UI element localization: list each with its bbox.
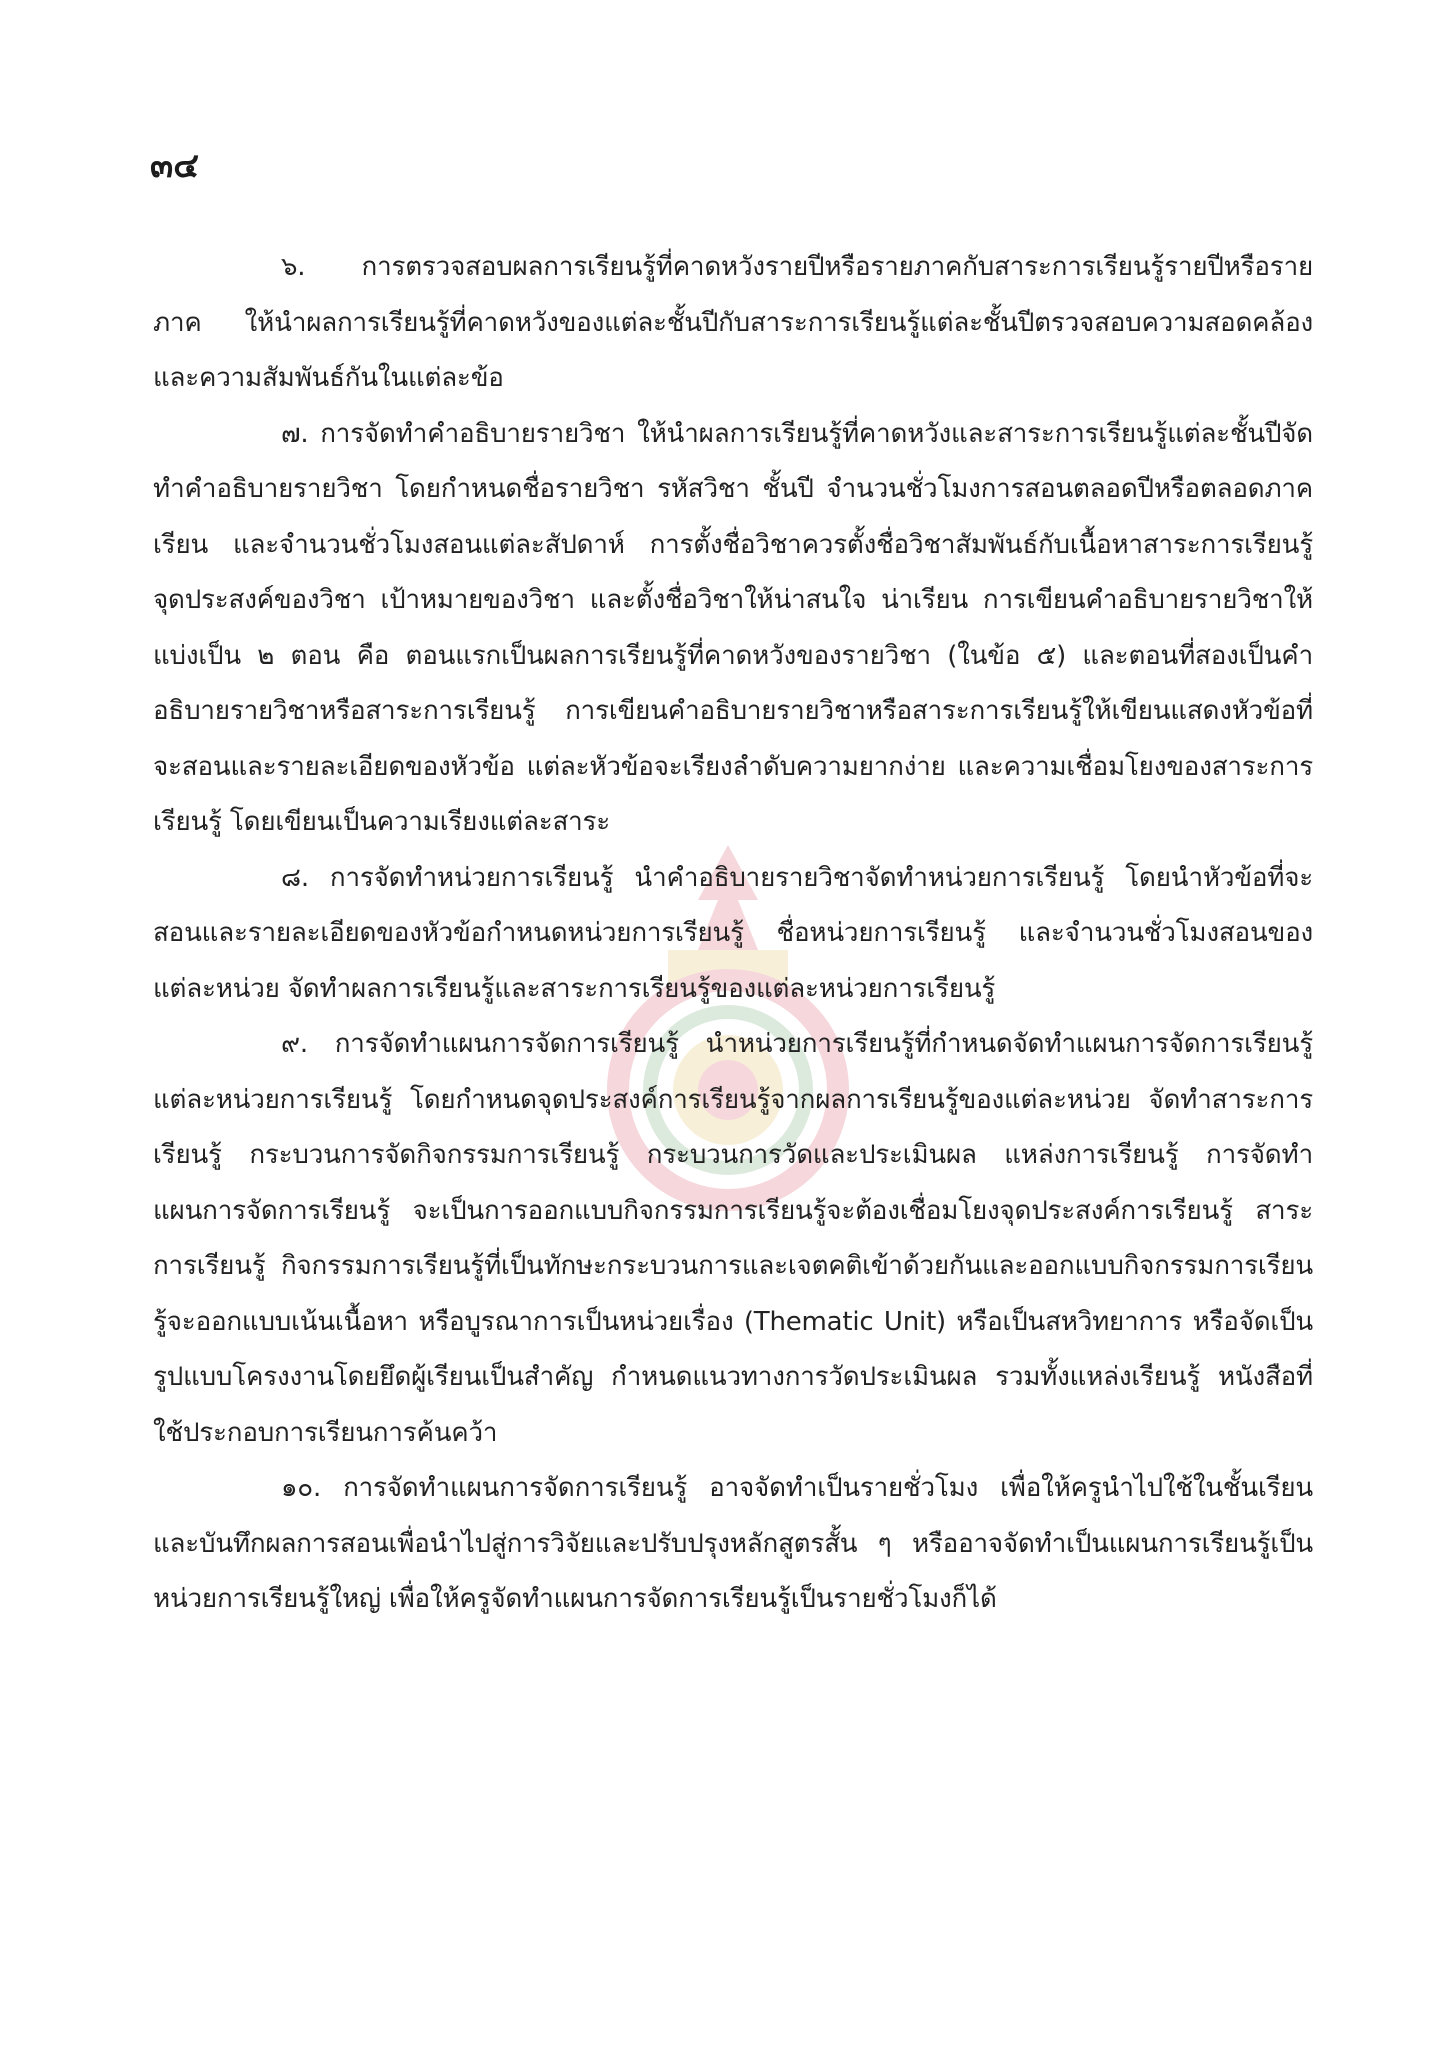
paragraph-9: ๙. การจัดทำแผนการจัดการเรียนรู้ นำหน่วยการเรียนรู้ที่กำหนดจัดทำแผนการจัดการเรียนรู้แต่ละหน่วยการเรียนรู้ โดยกำหนดจุดประสงค์การเรียนรู้จากผลการเรียนรู้ของแต่ละหน่วย จัดทำสาระการเรียนรู้ กระบวนการจัดกิจกรรมการเรียนรู้ กระบวนการวัดและประเมินผล แหล่งการเรียนรู้ การจัดทำแผนการจัดการเรียนรู้ จะเป็นการออกแบบกิจกรรมการเรียนรู้จะต้องเชื่อมโยงจุดประสงค์การเรียนรู้ สาระการเรียนรู้ กิจกรรมการเรียนรู้ที่เป็นทักษะกระบวนการและเจตคติเข้าด้วยกันและออกแบบกิจกรรมการเรียนรู้จะออกแบบเน้นเนื้อหา หรือบูรณาการเป็นหน่วยเรื่อง (Thematic Unit) หรือเป็นสหวิทยาการ หรือจัดเป็นรูปแบบโครงงานโดยยึดผู้เรียนเป็นสำคัญ กำหนดแนวทางการวัดประเมินผล รวมทั้งแหล่งเรียนรู้ หนังสือที่ใช้ประกอบการเรียนการค้นคว้า (153, 1029, 1313, 1448)
paragraph-6: ๖. การตรวจสอบผลการเรียนรู้ที่คาดหวังรายปีหรือรายภาคกับสาระการเรียนรู้รายปีหรือรายภาค ให้นำผลการเรียนรู้ที่คาดหวังของแต่ละชั้นปีกับสาระการเรียนรู้แต่ละชั้นปีตรวจสอบความสอดคล้องและความสัมพันธ์กันในแต่ละข้อ (153, 252, 1313, 393)
paragraph-10: ๑๐. การจัดทำแผนการจัดการเรียนรู้ อาจจัดทำเป็นรายชั่วโมง เพื่อให้ครูนำไปใช้ในชั้นเรียนและบันทึกผลการสอนเพื่อนำไปสู่การวิจัยและปรับปรุงหลักสูตรสั้น ๆ หรืออาจจัดทำเป็นแผนการเรียนรู้เป็นหน่วยการเรียนรู้ใหญ่ เพื่อให้ครูจัดทำแผนการจัดการเรียนรู้เป็นรายชั่วโมงก็ได้ (153, 1473, 1313, 1614)
page-number: ๓๔ (150, 146, 199, 186)
paragraph-8: ๘. การจัดทำหน่วยการเรียนรู้ นำคำอธิบายรายวิชาจัดทำหน่วยการเรียนรู้ โดยนำหัวข้อที่จะสอนและรายละเอียดของหัวข้อกำหนดหน่วยการเรียนรู้ ชื่อหน่วยการเรียนรู้ และจำนวนชั่วโมงสอนของแต่ละหน่วย จัดทำผลการเรียนรู้และสาระการเรียนรู้ของแต่ละหน่วยการเรียนรู้ (153, 862, 1313, 1004)
paragraph-7: ๗. การจัดทำคำอธิบายรายวิชา ให้นำผลการเรียนรู้ที่คาดหวังและสาระการเรียนรู้แต่ละชั้นปีจัดทำคำอธิบายรายวิชา โดยกำหนดชื่อรายวิชา รหัสวิชา ชั้นปี จำนวนชั่วโมงการสอนตลอดปีหรือตลอดภาคเรียน และจำนวนชั่วโมงสอนแต่ละสัปดาห์ การตั้งชื่อวิชาควรตั้งชื่อวิชาสัมพันธ์กับเนื้อหาสาระการเรียนรู้ จุดประสงค์ของวิชา เป้าหมายของวิชา และตั้งชื่อวิชาให้น่าสนใจ น่าเรียน การเขียนคำอธิบายรายวิชาให้แบ่งเป็น ๒ ตอน คือ ตอนแรกเป็นผลการเรียนรู้ที่คาดหวังของรายวิชา (ในข้อ ๕) และตอนที่สองเป็นคำอธิบายรายวิชาหรือสาระการเรียนรู้ การเขียนคำอธิบายรายวิชาหรือสาระการเรียนรู้ให้เขียนแสดงหัวข้อที่จะสอนและรายละเอียดของหัวข้อ แต่ละหัวข้อจะเรียงลำดับความยากง่าย และความเชื่อมโยงของสาระการเรียนรู้ โดยเขียนเป็นความเรียงแต่ละสาระ (153, 418, 1313, 837)
document-body (153, 240, 1313, 1628)
